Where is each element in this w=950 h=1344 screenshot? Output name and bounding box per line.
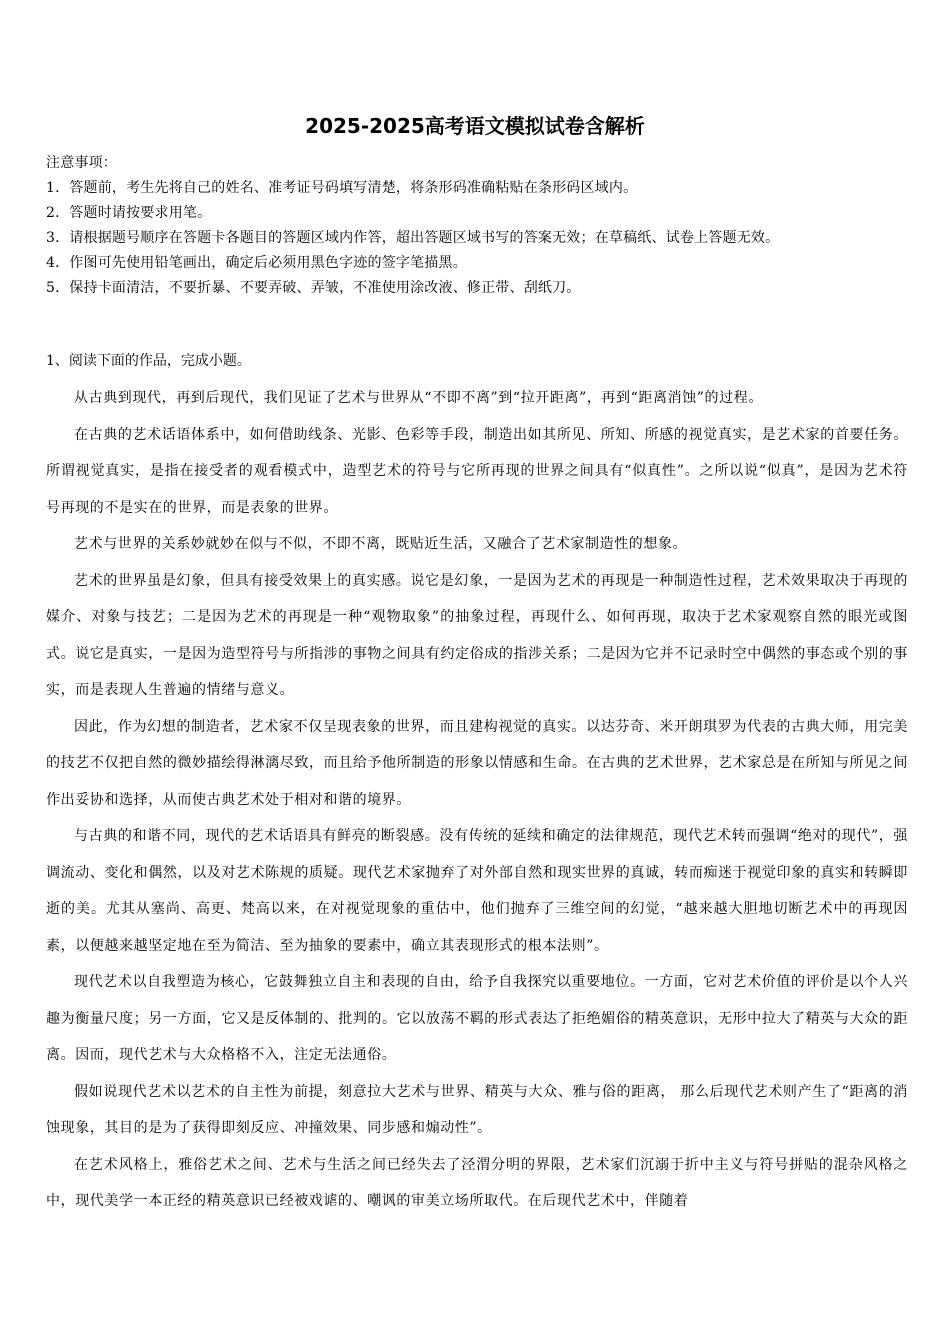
passage-paragraph: 在古典的艺术话语体系中，如何借助线条、光影、色彩等手段，制造出如其所见、所知、所感的视觉真实，是艺术家的首要任务。所谓视觉真实，是指在接受者的观看模式中，造型艺术的符号与它所再现的世界之间具有“似真性”。之所以说“似真”，是因为艺术符号再现的不是实在的世界，而是表象的世界。 [46,426,908,516]
notice-item: 4．作图可先使用铅笔画出，确定后必须用黑色字迹的签字笔描黑。 [46,255,467,271]
question-section [46,346,908,1220]
passage-paragraph: 从古典到现代，再到后现代，我们见证了艺术与世界从“不即不离”到“拉开距离”，再到“距离消蚀”的过程。 [74,390,763,406]
notice-item: 2．答题时请按要求用笔。 [46,205,212,221]
passage-paragraph: 现代艺术以自我塑造为核心，它鼓舞独立自主和表现的自由，给予自我探究以重要地位。一方面，它对艺术价值的评价是以个人兴趣为衡量尺度；另一方面，它又是反体制的、批判的。它以放荡不羁的形式表达了拒绝媚俗的精英意识，无形中拉大了精英与大众的距离。因而，现代艺术与大众格格不入，注定无法通俗。 [46,974,908,1063]
notice-section [46,151,916,301]
passage-paragraph: 与古典的和谐不同，现代的艺术话语具有鲜亮的断裂感。没有传统的延续和确定的法律规范，现代艺术转而强调“绝对的现代”，强调流动、变化和偶然，以及对艺术陈规的质疑。现代艺术家抛弃了对外部自然和现实世界的真诚，转而痴迷于视觉印象的真实和转瞬即逝的美。尤其从塞尚、高更、梵高以来，在对视觉现象的重估中，他们抛弃了三维空间的幻觉，“越来越大胆地切断艺术中的再现因素，以便越来越坚定地在至为简洁、至为抽象的要素中，确立其表现形式的根本法则”。 [46,828,908,954]
notice-item: 1．答题前，考生先将自己的姓名、准考证号码填写清楚，将条形码准确粘贴在条形码区域内。 [46,180,638,196]
reading-passage [46,380,908,1220]
passage-paragraph: 在艺术风格上，雅俗艺术之间、艺术与生活之间已经失去了泾渭分明的界限，艺术家们沉溺于折中主义与符号拼贴的混杂风格之中，现代美学一本正经的精英意识已经被戏谑的、嘲讽的审美立场所取代。在后现代艺术中，伴随着 [46,1156,908,1209]
passage-paragraph: 因此，作为幻想的制造者，艺术家不仅呈现表象的世界，而且建构视觉的真实。以达芬奇、米开朗琪罗为代表的古典大师，用完美的技艺不仅把自然的微妙描绘得淋漓尽致，而且给予他所制造的形象以情感和生命。在古典的艺术世界，艺术家总是在所知与所见之间作出妥协和选择，从而使古典艺术处于相对和谐的境界。 [46,718,908,808]
notice-item: 3．请根据题号顺序在答题卡各题目的答题区域内作答，超出答题区域书写的答案无效；在草稿纸、试卷上答题无效。 [46,230,780,246]
passage-paragraph: 艺术与世界的关系妙就妙在似与不似，不即不离，既贴近生活，又融合了艺术家制造性的想象。 [74,536,688,552]
question-heading: 1、阅读下面的作品，完成小题。 [46,353,251,369]
notice-heading: 注意事项： [46,155,117,171]
passage-paragraph: 假如说现代艺术以艺术的自主性为前提，刻意拉大艺术与世界、精英与大众、雅与俗的距离， 那么后现代艺术则产生了“距离的消蚀现象，其目的是为了获得即刻反应、冲撞效果、同步感和煽动性”。 [46,1083,908,1136]
notice-item: 5．保持卡面清洁，不要折暴、不要弄破、弄皱，不准使用涂改液、修正带、刮纸刀。 [46,280,581,296]
passage-paragraph: 艺术的世界虽是幻象，但具有接受效果上的真实感。说它是幻象，一是因为艺术的再现是一种制造性过程，艺术效果取决于再现的媒介、对象与技艺；二是因为艺术的再现是一种“观物取象”的抽象过程，再现什么、如何再现，取决于艺术家观察自然的眼光或图式。说它是真实，一是因为造型符号与所指涉的事物之间具有约定俗成的指涉关系；二是因为它并不记录时空中偶然的事态或个别的事实，而是表现人生普遍的情绪与意义。 [46,572,908,698]
page-title: 2025-2025高考语文模拟试卷含解析 [305,114,645,138]
